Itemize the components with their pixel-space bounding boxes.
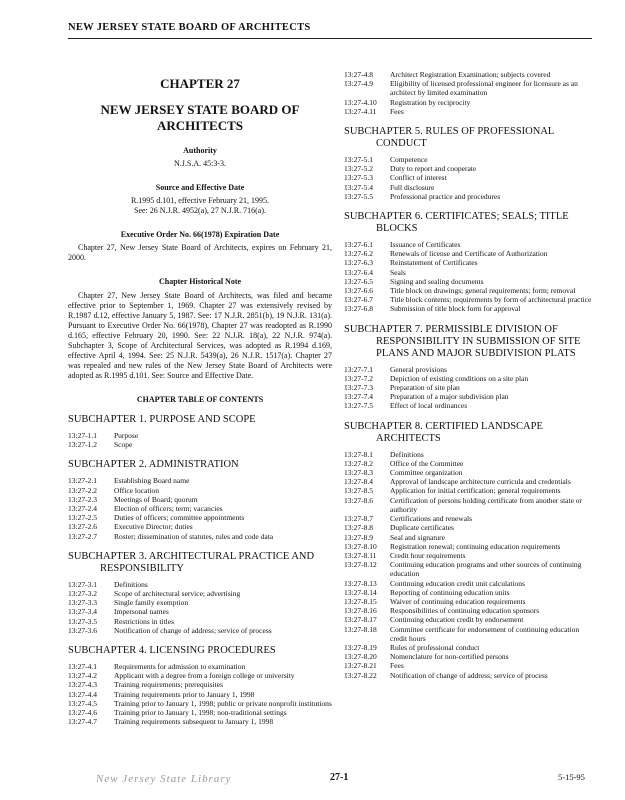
section-number: 13:27-6.7 [344,295,373,305]
toc-entry [344,249,596,258]
toc-entry [344,606,596,615]
section-title: Training prior to January 1, 1998; non-traditional settings [114,708,287,718]
section-number: 13:27-8.12 [344,560,377,570]
section-title: Fees [390,106,404,116]
toc-entry [344,661,596,670]
section-number: 13:27-8.15 [344,596,377,606]
toc-entry [344,514,596,523]
section-number: 13:27-2.3 [68,494,97,504]
section-title: Architect Registration Examination; subjects covered [390,70,551,79]
toc-entry [344,551,596,560]
section-title: Duplicate certificates [390,523,454,533]
toc-entry [344,588,596,597]
subchapter-title-continued: BLOCKS [376,223,418,235]
section-number: 13:27-4.11 [344,106,377,116]
section-number: 13:27-4.4 [68,689,97,699]
section-title: Election of officers; term; vacancies [114,504,223,514]
section-number: 13:27-2.6 [68,522,97,532]
right-subchapters [344,126,596,680]
toc-entry [68,671,332,680]
section-title: Renewals of license and Certificate of Authorization [390,249,548,259]
section-title: Registration by reciprocity [390,97,471,107]
toc-entry [344,486,596,495]
section-number: 13:27-3.1 [68,579,97,589]
left-subchapters [68,414,332,726]
section-number: 13:27-6.1 [344,240,373,250]
toc-entry [344,533,596,542]
section-title: Training requirements prior to January 1, 1998 [114,689,255,699]
section-title: Continuing education credit by endorsement [390,615,524,625]
left-column [68,68,332,726]
toc-entry [344,295,596,304]
section-number: 13:27-8.19 [344,642,377,652]
section-number: 13:27-3.6 [68,625,97,635]
section-title: Reporting of continuing education units [390,587,510,597]
section-number: 13:27-8.8 [344,523,373,533]
section-number: 13:27-5.1 [344,155,373,165]
toc-entry [344,579,596,588]
section-title: Requirements for admission to examination [114,662,246,672]
toc-entry [344,286,596,295]
toc-entry [344,560,596,578]
section-title: Single family exemption [114,598,189,608]
source-line-2: See: 26 N.J.R. 4952(a), 27 N.J.R. 716(a). [134,206,266,215]
page-number: 27-1 [330,772,349,783]
section-list [68,476,332,540]
toc-entry [344,652,596,661]
toc-entry [68,486,332,495]
section-title: Duties of officers; committee appointments [114,513,245,523]
section-title: Credit hour requirements [390,550,466,560]
section-number: 13:27-3.2 [68,589,97,599]
toc-entry [344,183,596,192]
subchapter-heading [68,551,332,575]
section-title: Committee certificate for endorsement of continuing education credit hours [390,624,580,643]
section-number: 13:27-6.8 [344,304,373,314]
section-number: 13:27-8.18 [344,624,377,634]
section-number: 13:27-7.4 [344,392,373,402]
section-title: Committee organization [390,468,463,478]
section-title: Submission of title block form for approval [390,304,521,314]
toc-entry [68,690,332,699]
toc-entry [344,401,596,410]
section-list [344,155,596,201]
subchapter-heading [344,421,596,445]
toc-entry [344,258,596,267]
history-label: Chapter Historical Note [158,277,242,286]
section-number: 13:27-6.4 [344,267,373,277]
section-title: Training requirements subsequent to January 1, 1998 [114,717,274,727]
section-list [68,580,332,635]
section-title: Preparation of site plan [390,383,460,393]
toc-entry [68,699,332,708]
subchapter-title: SUBCHAPTER 6. CERTIFICATES; SEALS; TITLE [344,211,569,223]
section-number: 13:27-7.1 [344,364,373,374]
toc-entry [344,98,596,107]
section-number: 13:27-8.10 [344,541,377,551]
toc-entry [344,107,596,116]
section-number: 13:27-5.2 [344,164,373,174]
subchapter-title: SUBCHAPTER 8. CERTIFIED LANDSCAPE [344,420,543,432]
section-title: Office location [114,485,160,495]
toc-entry [68,598,332,607]
toc-entry [344,374,596,383]
section-title: Rules of professional conduct [390,642,480,652]
right-column [344,70,596,680]
section-title: Competence [390,155,428,165]
section-title: Certifications and renewals [390,514,473,524]
section-title: Executive Director; duties [114,522,193,532]
section-number: 13:27-8.5 [344,486,373,496]
subchapter-title: SUBCHAPTER 7. PERMISSIBLE DIVISION OF [344,323,558,335]
section-number: 13:27-4.5 [68,698,97,708]
section-number: 13:27-7.2 [344,373,373,383]
toc-entry [344,155,596,164]
chapter-title: CHAPTER 27 [160,76,240,91]
section-title: Duty to report and cooperate [390,164,477,174]
section-title: Reinstatement of Certificates [390,258,478,268]
toc-entry [68,440,332,449]
toc-heading: CHAPTER TABLE OF CONTENTS [136,395,264,404]
toc-entry [344,79,596,97]
section-number: 13:27-3.3 [68,598,97,608]
authority-text: N.J.S.A. 45:3-3. [173,159,226,168]
section-title: Definitions [114,579,148,589]
section-title: Preparation of a major subdivision plan [390,392,509,402]
section-title: General provisions [390,364,447,374]
section-list [68,431,332,449]
section-number: 13:27-8.22 [344,670,377,680]
toc-entry [344,392,596,401]
section-title: Responsibilities of continuing education sponsors [390,606,540,616]
section-title: Application for initial certification; general requirements [390,486,561,496]
toc-entry [68,607,332,616]
section-number: 13:27-6.5 [344,276,373,286]
subchapter-title: SUBCHAPTER 2. ADMINISTRATION [68,459,239,471]
toc-entry [344,164,596,173]
section-title: Seal and signature [390,532,445,542]
section-number: 13:27-1.2 [68,440,97,450]
section-number: 13:27-4.1 [68,662,97,672]
toc-entry [344,496,596,514]
toc-entry [68,717,332,726]
toc-entry [68,617,332,626]
section-title: Definitions [390,449,424,459]
toc-entry [68,504,332,513]
section-number: 13:27-8.6 [344,495,373,505]
section-number: 13:27-8.16 [344,606,377,616]
section-number: 13:27-6.3 [344,258,373,268]
section-title: Continuing education credit unit calculations [390,578,525,588]
section-title: Notification of change of address; service of process [114,625,272,635]
section-title: Notification of change of address; service of process [390,670,548,680]
authority-label: Authority [183,146,217,155]
section-number: 13:27-7.3 [344,383,373,393]
chapter-name: NEW JERSEY STATE BOARD OF ARCHITECTS [100,102,300,133]
toc-entry [344,365,596,374]
section-title: Seals [390,267,406,277]
toc-entry [344,70,596,79]
subchapter-title-continued: RESPONSIBILITY IN SUBMISSION OF SITE PLANS AND MAJOR SUBDIVISION PLATS [376,335,581,359]
section-number: 13:27-7.5 [344,401,373,411]
section-title: Eligibility of licensed professional engineer for licensure as an architect by limited examination [390,79,578,98]
toc-entry [68,626,332,635]
running-head: NEW JERSEY STATE BOARD OF ARCHITECTS [68,22,311,33]
section-title: Issuance of Certificates [390,240,461,250]
section-number: 13:27-4.8 [344,70,373,79]
subchapter-title: SUBCHAPTER 5. RULES OF PROFESSIONAL [344,126,555,138]
toc-entry [344,459,596,468]
section-title: Impersonal names [114,607,169,617]
section-title: Nomenclature for non-certified persons [390,652,509,662]
toc-entry [344,615,596,624]
section-title: Scope [114,440,133,450]
toc-entry [344,383,596,392]
section-list [68,662,332,726]
history-text: Chapter 27, New Jersey State Board of Architects, was filed and became effective prior to September 1, 1969. Chapter 27 was extensively revised by R.1987 d.12, effective January 5, 1987. See: 17 N.J.R. 2851(b), 19 N.J.R. 131(a). Pursuant to Executive Order No. 66(1978), Chapter 27 was readopted as R.1990 d.165, effective February 20, 1990. See: 22 N.J.R. 18(a), 22 N.J.R. 974(a). Subchapter 3, Scope of Architectural Services, was adopted as R.1994 d.169, effective April 4, 1994. See: 25 N.J.R. 5439(a), 26 N.J.R. 1517(a). Chapter 27 was repealed and new rules of the New Jersey State Board of Architects were adopted as R.1995 d.101. See: Source and Effective Date. [68,291,332,380]
toc-entry [68,431,332,440]
toc-entry [68,532,332,541]
section-title: Establishing Board name [114,476,190,486]
toc-entry [344,192,596,201]
toc-entry [344,597,596,606]
toc-entry [68,662,332,671]
section-number: 13:27-2.2 [68,485,97,495]
section-number: 13:27-5.4 [344,182,373,192]
section-number: 13:27-8.17 [344,615,377,625]
toc-entry [344,625,596,643]
section-title: Approval of landscape architecture curricula and credentials [390,477,571,487]
toc-entry [68,522,332,531]
section-number: 13:27-1.1 [68,431,97,440]
section-number: 13:27-2.7 [68,531,97,541]
section-number: 13:27-8.11 [344,550,377,560]
section-number: 13:27-8.20 [344,652,377,662]
section-title: Training requirements; prerequisites [114,680,223,690]
section-number: 13:27-8.14 [344,587,377,597]
subchapter-heading [344,324,596,360]
toc-entry [68,680,332,689]
toc-entry [68,708,332,717]
toc-entry [344,450,596,459]
section-number: 13:27-8.9 [344,532,373,542]
section-title: Title block contents; requirements by form of architectural practice [390,295,592,305]
subchapter-heading [68,459,332,471]
section-title: Fees [390,661,404,671]
toc-entry [68,580,332,589]
subchapter-title-continued: RESPONSIBILITY [100,562,185,574]
subchapter-title: SUBCHAPTER 1. PURPOSE AND SCOPE [68,414,256,425]
section-title: Purpose [114,431,139,440]
section-title: Waiver of continuing education requirements [390,596,526,606]
toc-entry [68,513,332,522]
section-number: 13:27-8.3 [344,468,373,478]
section-title: Depiction of existing conditions on a site plan [390,373,529,383]
section-title: Conflict of interest [390,173,447,183]
executive-order-label: Executive Order No. 66(1978) Expiration Date [120,230,280,239]
section-number: 13:27-3.5 [68,616,97,626]
section-title: Effect of local ordinances [390,401,468,411]
subchapter-title-continued: CONDUCT [376,138,427,150]
section-list [344,450,596,680]
subchapter-heading [68,414,332,426]
continued-items [344,70,596,116]
toc-entry [344,477,596,486]
revision-date: 5-15-95 [558,772,585,782]
toc-entry [344,173,596,182]
section-number: 13:27-5.5 [344,191,373,201]
source-line-1: R.1995 d.101, effective February 21, 1995. [130,196,270,205]
section-number: 13:27-4.2 [68,671,97,681]
section-title: Scope of architectural service; advertising [114,589,241,599]
library-stamp: New Jersey State Library [96,773,232,785]
section-title: Training prior to January 1, 1998; public or private nonprofit institutions [114,698,332,708]
header-rule [68,38,592,39]
section-list [344,240,596,314]
section-number: 13:27-4.6 [68,708,97,718]
section-title: Title block on drawings; general requirements; form; removal [390,286,576,296]
section-number: 13:27-8.4 [344,477,373,487]
section-number: 13:27-5.3 [344,173,373,183]
toc-entry [344,542,596,551]
section-number: 13:27-6.2 [344,249,373,259]
section-title: Office of the Committee [390,458,464,468]
section-number: 13:27-8.2 [344,458,373,468]
section-title: Restrictions in titles [114,616,174,626]
section-number: 13:27-8.21 [344,661,377,671]
section-number: 13:27-3.4 [68,607,97,617]
section-number: 13:27-6.6 [344,286,373,296]
toc-entry [344,643,596,652]
toc-entry [68,589,332,598]
section-title: Meetings of Board; quorum [114,494,198,504]
section-title: Continuing education programs and other sources of continuing education [390,560,582,579]
toc-entry [344,240,596,249]
section-list [344,365,596,411]
section-number: 13:27-4.3 [68,680,97,690]
toc-entry [68,476,332,485]
source-label: Source and Effective Date [155,183,245,192]
section-title: Full disclosure [390,182,435,192]
subchapter-title-continued: ARCHITECTS [376,432,441,444]
section-number: 13:27-8.7 [344,514,373,524]
toc-entry [344,304,596,313]
section-title: Roster; dissemination of statutes, rules and code data [114,531,274,541]
section-title: Registration renewal; continuing education requirements [390,541,561,551]
section-number: 13:27-4.7 [68,717,97,727]
toc-entry [344,277,596,286]
toc-entry [68,495,332,504]
section-number: 13:27-4.10 [344,97,377,107]
subchapter-title: SUBCHAPTER 3. ARCHITECTURAL PRACTICE AND [68,550,315,562]
executive-order-text: Chapter 27, New Jersey State Board of Architects, expires on February 21, 2000. [68,243,332,262]
section-number: 13:27-4.9 [344,79,373,89]
toc-entry [344,468,596,477]
toc-entry [344,671,596,680]
section-number: 13:27-2.1 [68,476,97,486]
section-number: 13:27-8.13 [344,578,377,588]
section-number: 13:27-8.1 [344,449,373,459]
section-title: Signing and sealing documents [390,276,484,286]
subchapter-heading [344,211,596,235]
toc-entry [344,523,596,532]
subchapter-heading [68,645,332,657]
section-number: 13:27-2.5 [68,513,97,523]
section-title: Applicant with a degree from a foreign college or university [114,671,295,681]
section-title: Certification of persons holding certificate from another state or authority [390,495,583,514]
subchapter-heading [344,126,596,150]
section-title: Professional practice and procedures [390,191,501,201]
subchapter-title: SUBCHAPTER 4. LICENSING PROCEDURES [68,645,276,657]
section-number: 13:27-2.4 [68,504,97,514]
toc-entry [344,268,596,277]
